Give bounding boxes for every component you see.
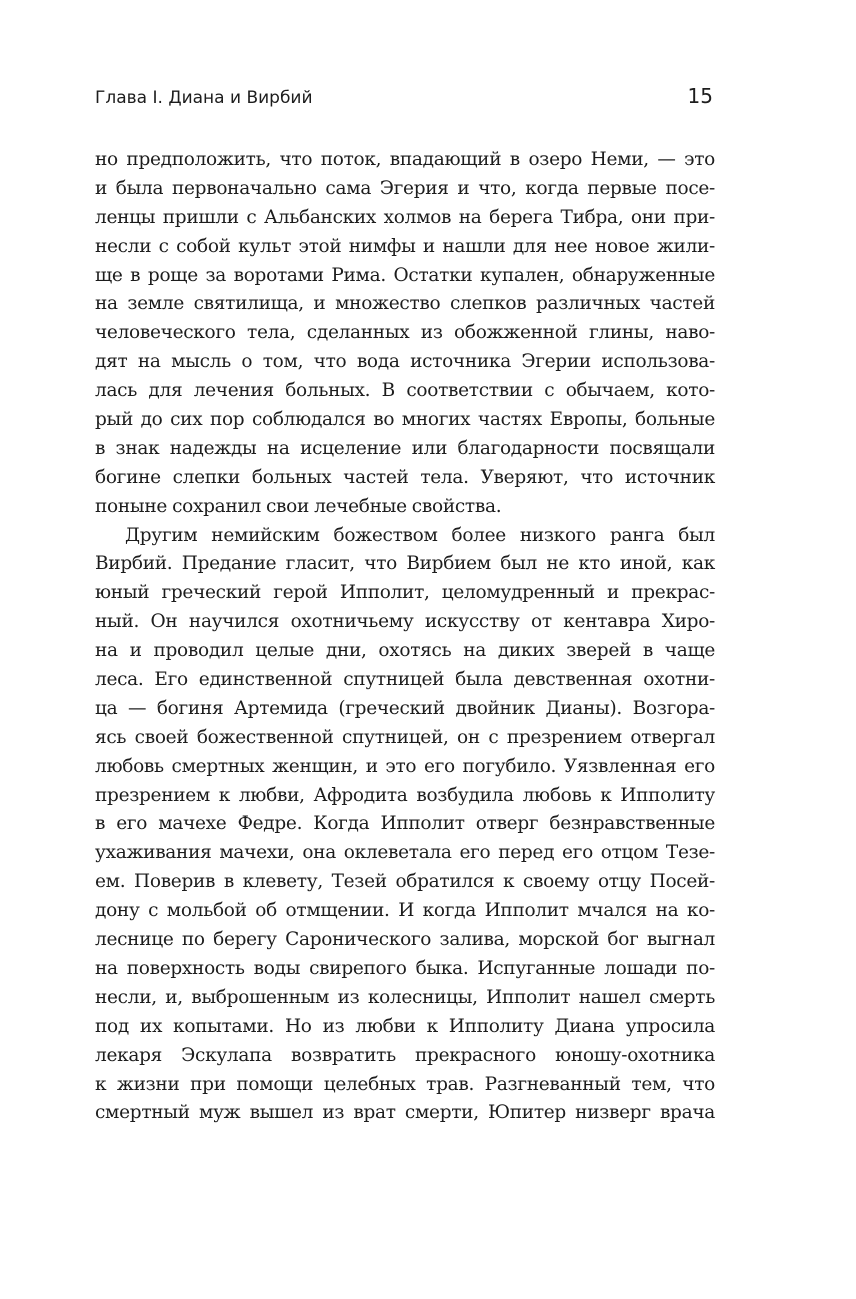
text-line: рый до сих пор соблюдался во многих частях Европы, больные (95, 409, 715, 431)
text-line: лась для лечения больных. В соответствии с обычаем, кото- (95, 380, 715, 402)
text-line: ем. Поверив в клевету, Тезей обратился к своему отцу Посей- (95, 871, 715, 893)
text-line: богине слепки больных частей тела. Уверяют, что источник (95, 466, 715, 488)
text-line: поныне сохранил свои лечебные свойства. (95, 495, 502, 517)
text-line: смертный муж вышел из врат смерти, Юпитер низверг врача (95, 1102, 715, 1124)
text-line: леснице по берегу Саронического залива, морской бог выгнал (95, 929, 715, 951)
text-line: дону с мольбой об отмщении. И когда Ипполит мчался на ко- (95, 900, 715, 922)
text-line: ясь своей божественной спутницей, он с презрением отвергал (95, 726, 715, 748)
text-line: в его мачехе Федре. Когда Ипполит отверг безнравственные (95, 813, 715, 835)
page-body (95, 146, 715, 1128)
chapter-title: Глава I. Диана и Вирбий (95, 88, 313, 108)
text-line: любовь смертных женщин, и это его погубило. Уязвленная его (95, 755, 715, 777)
text-line: на и проводил целые дни, охотясь на диких зверей в чаще (95, 640, 715, 662)
text-line: Другим немийским божеством более низкого ранга был (125, 524, 715, 546)
text-line: на земле святилища, и множество слепков различных частей (95, 293, 715, 315)
text-line: ца — богиня Артемида (греческий двойник Дианы). Возгора- (95, 697, 715, 719)
paragraph-2 (95, 522, 715, 1129)
text-line: и была первоначально сама Эгерия и что, когда первые посе- (95, 177, 715, 199)
text-line: юный греческий герой Ипполит, целомудренный и прекрас- (95, 582, 715, 604)
text-line: ухаживания мачехи, она оклеветала его перед его отцом Тезе- (95, 842, 715, 864)
text-line: но предположить, что поток, впадающий в озеро Неми, — это (95, 149, 715, 170)
text-line: к жизни при помощи целебных трав. Разгневанный тем, что (95, 1073, 715, 1095)
text-line: ленцы пришли с Альбанских холмов на берега Тибра, они при- (95, 206, 715, 228)
text-line: человеческого тела, сделанных из обожженной глины, наво- (95, 322, 715, 344)
text-line: ный. Он научился охотничьему искусству от кентавра Хиро- (95, 611, 715, 633)
text-line: лекаря Эскулапа возвратить прекрасного юношу-охотника (95, 1044, 715, 1066)
running-header (95, 86, 715, 110)
text-line: под их копытами. Но из любви к Ипполиту Диана упросила (95, 1015, 715, 1037)
text-line: леса. Его единственной спутницей была девственная охотни- (95, 669, 715, 691)
text-line: дят на мысль о том, что вода источника Эгерии использова- (95, 351, 715, 373)
text-line: несли с собой культ этой нимфы и нашли для нее новое жили- (95, 235, 715, 257)
text-line: на поверхность воды свирепого быка. Испуганные лошади по- (95, 957, 715, 979)
text-line: в знак надежды на исцеление или благодарности посвящали (95, 437, 715, 459)
text-line: ще в роще за воротами Рима. Остатки купален, обнаруженные (95, 264, 715, 286)
text-line: несли, и, выброшенным из колесницы, Ипполит нашел смерть (95, 986, 715, 1008)
text-line: Вирбий. Предание гласит, что Вирбием был не кто иной, как (95, 553, 715, 575)
page-number: 15 (687, 84, 713, 108)
text-line: презрением к любви, Афродита возбудила любовь к Ипполиту (95, 784, 715, 806)
paragraph-1 (95, 146, 715, 522)
